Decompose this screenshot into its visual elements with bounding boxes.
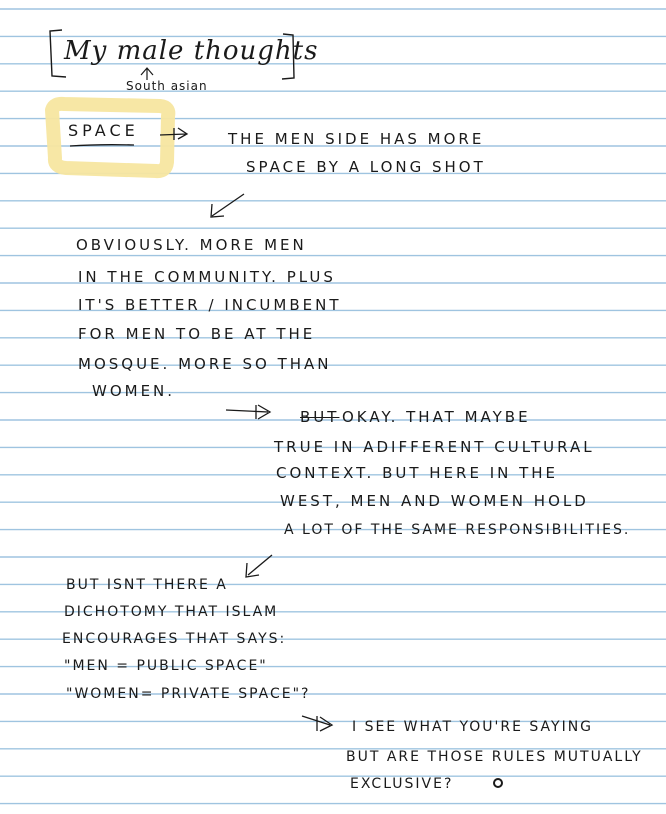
thought-line: DICHOTOMY THAT ISLAM	[64, 604, 279, 620]
keyword-space: SPACE	[68, 121, 139, 140]
thought-line: TRUE IN ADIFFERENT CULTURAL	[274, 438, 595, 456]
thought-line: IN THE COMMUNITY. PLUS	[78, 268, 336, 286]
thought-line: I SEE WHAT YOU'RE SAYING	[352, 719, 594, 735]
thought-line: OKAY. THAT MAYBE	[342, 408, 531, 426]
thought-line: OBVIOUSLY. MORE MEN	[76, 236, 307, 254]
note-title: My male thoughts	[64, 36, 319, 66]
thought-line: IT'S BETTER / INCUMBENT	[78, 296, 342, 314]
thought-line: MOSQUE. MORE SO THAN	[78, 355, 332, 373]
thought-line: CONTEXT. BUT HERE IN THE	[276, 464, 559, 482]
thought-line: "MEN = PUBLIC SPACE"	[64, 658, 268, 674]
thought-line: A LOT OF THE SAME RESPONSIBILITIES.	[284, 522, 631, 538]
thought-line: THE MEN SIDE HAS MORE	[228, 130, 485, 148]
thought-line: WEST, MEN AND WOMEN HOLD	[280, 492, 589, 510]
thought-line: "WOMEN= PRIVATE SPACE"?	[66, 686, 311, 702]
thought-line: EXCLUSIVE?	[350, 776, 454, 792]
thought-line: ENCOURAGES THAT SAYS:	[62, 631, 287, 647]
title-insert: South asian	[126, 79, 208, 93]
thought-line: SPACE BY A LONG SHOT	[246, 158, 486, 176]
thought-line: WOMEN.	[92, 382, 176, 400]
struck-word: BUT	[300, 408, 340, 426]
thought-line: BUT ARE THOSE RULES MUTUALLY	[346, 749, 643, 765]
thought-line: BUT ISNT THERE A	[66, 577, 228, 593]
thought-line: FOR MEN TO BE AT THE	[78, 325, 316, 343]
